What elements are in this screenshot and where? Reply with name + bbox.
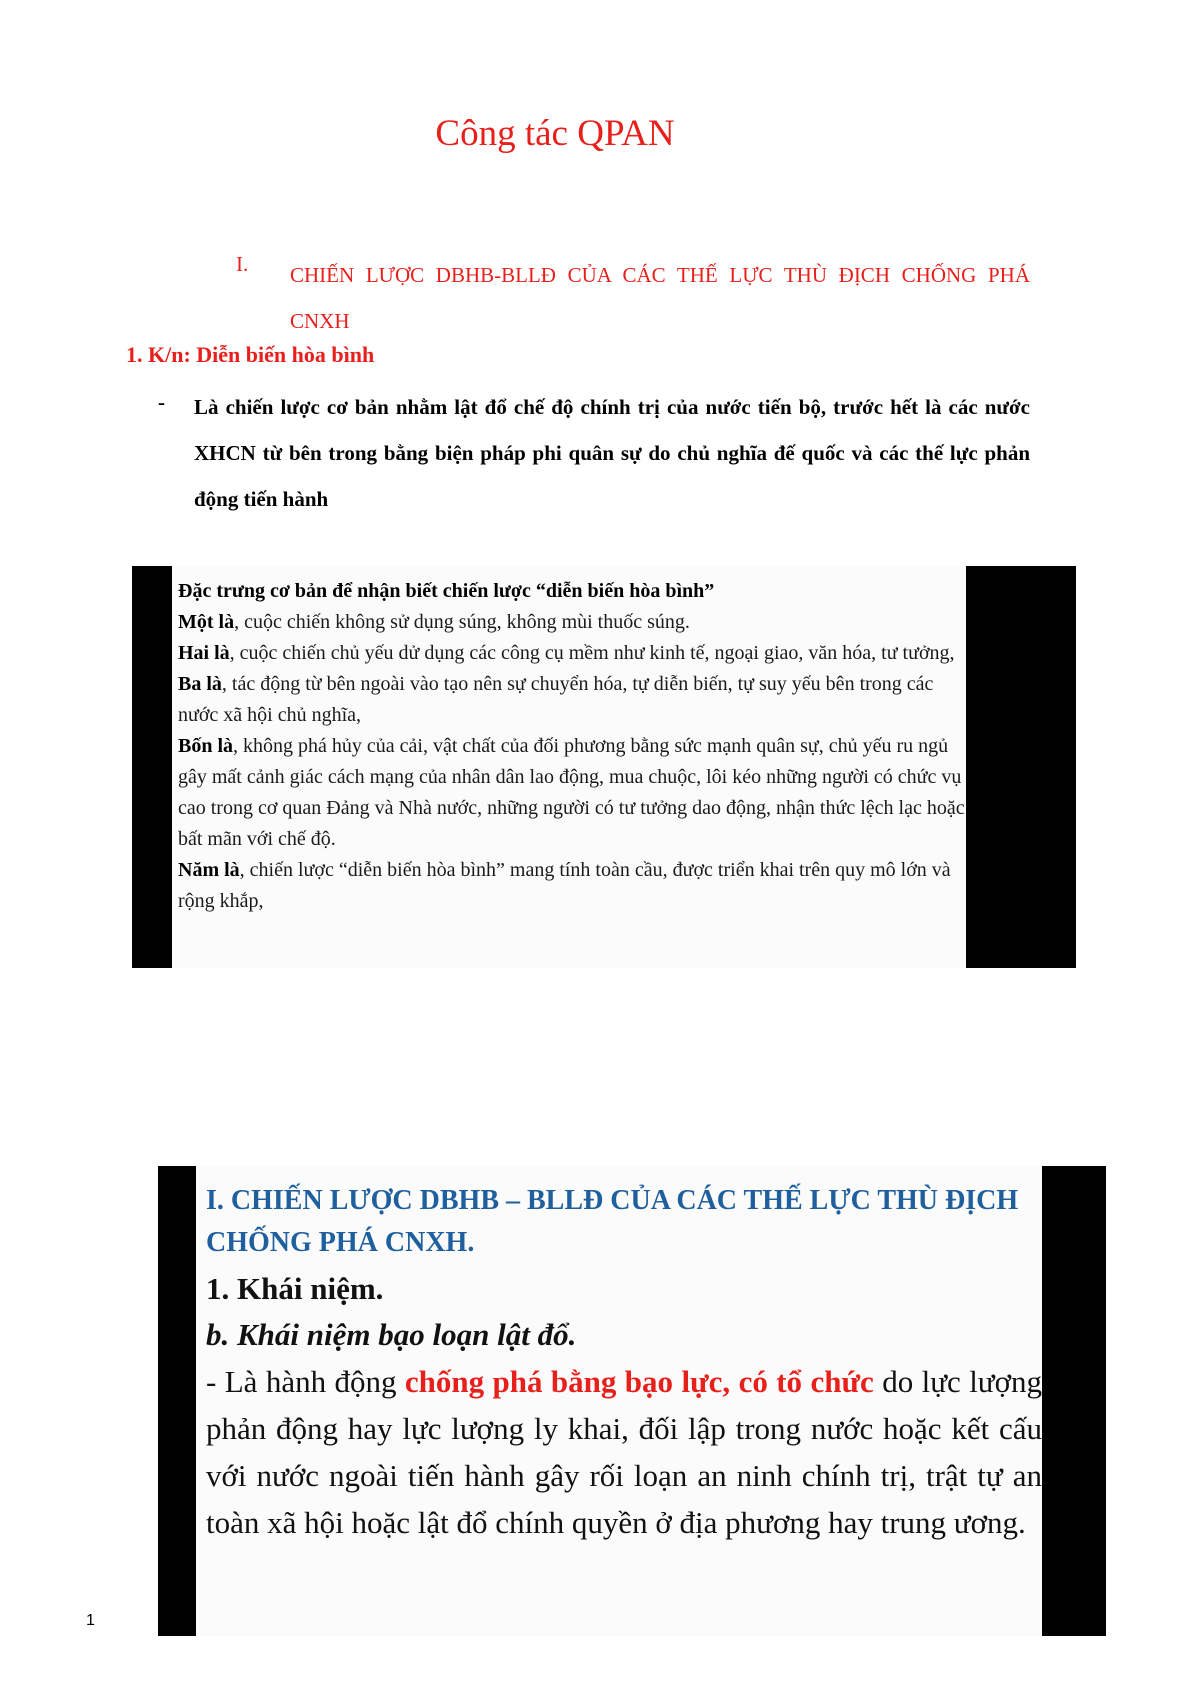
section-number: I.: [236, 252, 249, 276]
document-title: Công tác QPAN: [435, 113, 675, 154]
bullet-marker: -: [158, 390, 165, 414]
page-number: 1: [86, 1612, 95, 1629]
screenshot-content: [172, 566, 966, 968]
subsection-heading: 1. K/n: Diễn biến hòa bình: [126, 342, 375, 367]
list-item: Ba là, tác động từ bên ngoài vào tạo nên sự chuyển hóa, tự diễn biến, tự suy yếu bên trong các nước xã hội chủ nghĩa,: [178, 673, 934, 726]
list-item: Hai là, cuộc chiến chủ yếu dử dụng các công cụ mềm như kinh tế, ngoại giao, văn hóa, tư tưởng,: [178, 642, 955, 664]
embedded-screenshot-slide: [158, 1166, 1106, 1636]
screenshot-heading: Đặc trưng cơ bản để nhận biết chiến lược “diễn biến hòa bình”: [178, 580, 715, 602]
bullet-text: Là chiến lược cơ bản nhằm lật đổ chế độ chính trị của nước tiến bộ, trước hết là các nước XHCN từ bên trong bằng biện pháp phi quân sự do chủ nghĩa đế quốc và các thế lực phản động tiến hành: [194, 395, 1030, 511]
slide-body: - Là hành động chống phá bằng bạo lực, có tổ chức do lực lượng phản động hay lực lượng ly khai, đối lập trong nước hoặc kết cấu với nước ngoài tiến hành gây rối loạn an ninh chính trị, trật tự an toàn xã hội hoặc lật đổ chính quyền ở địa phương hay trung ương.: [206, 1364, 1042, 1540]
slide-content: [196, 1166, 1042, 1636]
slide-highlight: chống phá bằng bạo lực, có tổ chức: [404, 1364, 874, 1399]
slide-heading: I. CHIẾN LƯỢC DBHB – BLLĐ CỦA CÁC THẾ LỰC THÙ ĐỊCH CHỐNG PHÁ CNXH.: [206, 1185, 1019, 1258]
list-item: Năm là, chiến lược “diễn biến hòa bình” mang tính toàn cầu, được triển khai trên quy mô lớn và rộng khắp,: [178, 859, 951, 912]
slide-concept-line: 1. Khái niệm.: [206, 1271, 384, 1306]
section-heading: CHIẾN LƯỢC DBHB-BLLĐ CỦA CÁC THẾ LỰC THÙ ĐỊCH CHỐNG PHÁ CNXH: [290, 263, 1030, 333]
list-item: Một là, cuộc chiến không sử dụng súng, không mùi thuốc súng.: [178, 611, 690, 633]
embedded-screenshot-characteristics: [132, 566, 1076, 968]
slide-subconcept-line: b. Khái niệm bạo loạn lật đổ.: [206, 1317, 577, 1352]
list-item: Bốn là, không phá hủy của cải, vật chất của đối phương bằng sức mạnh quân sự, chủ yếu ru ngủ gây mất cảnh giác cách mạng của nhân dân lao động, mua chuộc, lôi kéo những người có chức vụ cao trong cơ quan Đảng và Nhà nước, những người có tư tưởng dao động, nhận thức lệch lạc hoặc bất mãn với chế độ.: [178, 735, 965, 850]
